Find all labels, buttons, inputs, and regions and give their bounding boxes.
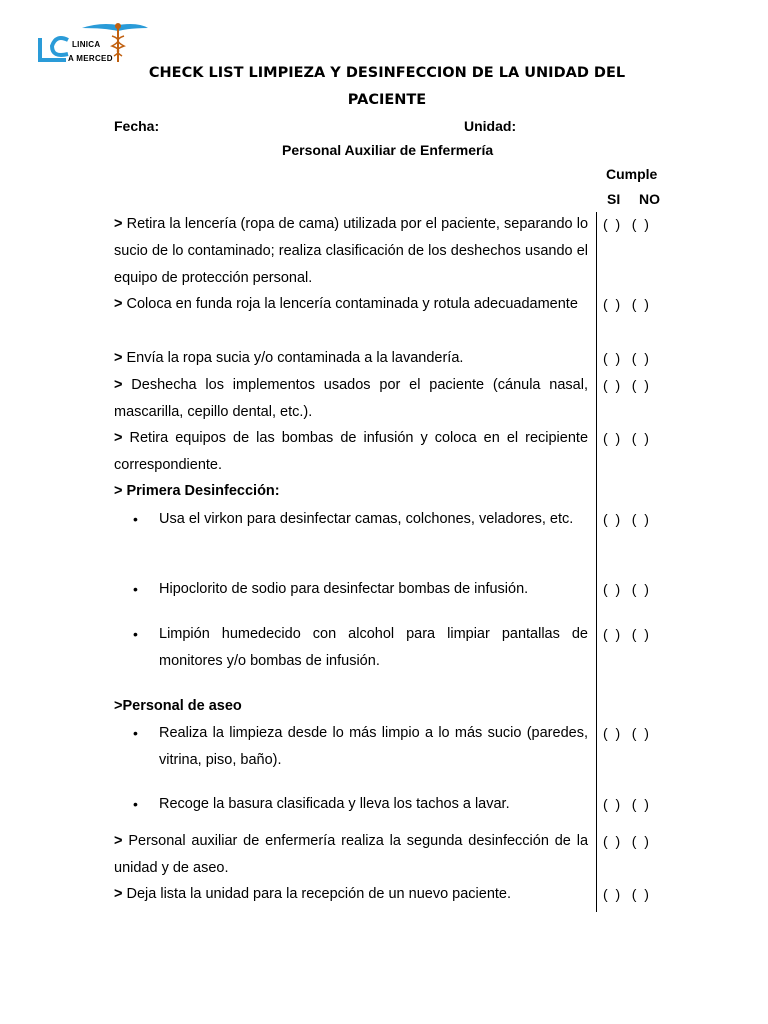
fecha-label: Fecha: [114, 118, 160, 134]
checkbox-pair[interactable]: ( ) ( ) [603, 886, 649, 902]
column-divider [596, 212, 597, 912]
si-header: SI [607, 191, 621, 207]
personal-aseo-heading: >Personal de aseo [114, 698, 242, 714]
unidad-label: Unidad: [464, 118, 517, 134]
primera-desinfeccion-heading: > Primera Desinfección: [114, 483, 280, 499]
checklist-item: > Coloca en funda roja la lencería contaminada y rotula adecuadamente [114, 296, 578, 312]
checklist-item: > Envía la ropa sucia y/o contaminada a la lavandería. [114, 350, 464, 366]
checkbox-pair[interactable]: ( ) ( ) [603, 430, 649, 446]
bullet-icon: • [133, 511, 138, 527]
checklist-item: > Retira equipos de las bombas de infusión y coloca en el recipiente correspondiente. [114, 430, 589, 473]
checkbox-pair[interactable]: ( ) ( ) [603, 833, 649, 849]
checklist-subitem: Usa el virkon para desinfectar camas, colchones, veladores, etc. [159, 511, 574, 527]
checkbox-pair[interactable]: ( ) ( ) [603, 216, 649, 232]
checkbox-pair[interactable]: ( ) ( ) [603, 725, 649, 741]
document-title: CHECK LIST LIMPIEZA Y DESINFECCION DE LA UNIDAD DEL PACIENTE [148, 65, 626, 108]
section-subtitle: Personal Auxiliar de Enfermería [282, 142, 494, 158]
checklist-item: > Deja lista la unidad para la recepción de un nuevo paciente. [114, 886, 512, 902]
checklist-subitem: Limpión humedecido con alcohol para limpiar pantallas de monitores y/o bombas de infusión. [159, 626, 588, 669]
checklist-item: > Deshecha los implementos usados por el paciente (cánula nasal, mascarilla, cepillo dental, etc.). [114, 377, 588, 420]
checkbox-pair[interactable]: ( ) ( ) [603, 511, 649, 527]
no-header: NO [639, 191, 660, 207]
checkbox-pair[interactable]: ( ) ( ) [603, 377, 649, 393]
checklist-subitem: Hipoclorito de sodio para desinfectar bombas de infusión. [159, 581, 529, 597]
logo-text-line2: A MERCED [68, 54, 113, 63]
checkbox-pair[interactable]: ( ) ( ) [603, 350, 649, 366]
bullet-icon: • [133, 725, 138, 741]
checklist-item: > Personal auxiliar de enfermería realiza la segunda desinfección de la unidad y de aseo. [114, 833, 589, 876]
checklist-subitem: Realiza la limpieza desde lo más limpio a lo más sucio (paredes, vitrina, piso, baño). [159, 725, 588, 768]
checklist-subitem: Recoge la basura clasificada y lleva los tachos a lavar. [159, 796, 510, 812]
logo-text-line1: LINICA [72, 40, 101, 49]
checkbox-pair[interactable]: ( ) ( ) [603, 796, 649, 812]
checklist-item: > Retira la lencería (ropa de cama) utilizada por el paciente, separando lo sucio de lo contaminado; realiza clasificación de los deshechos usando el equipo de protección personal. [114, 216, 589, 286]
bullet-icon: • [133, 626, 138, 642]
bullet-icon: • [133, 581, 138, 597]
checkbox-pair[interactable]: ( ) ( ) [603, 626, 649, 642]
checkbox-pair[interactable]: ( ) ( ) [603, 296, 649, 312]
checkbox-pair[interactable]: ( ) ( ) [603, 581, 649, 597]
bullet-icon: • [133, 796, 138, 812]
cumple-header: Cumple [606, 166, 658, 182]
